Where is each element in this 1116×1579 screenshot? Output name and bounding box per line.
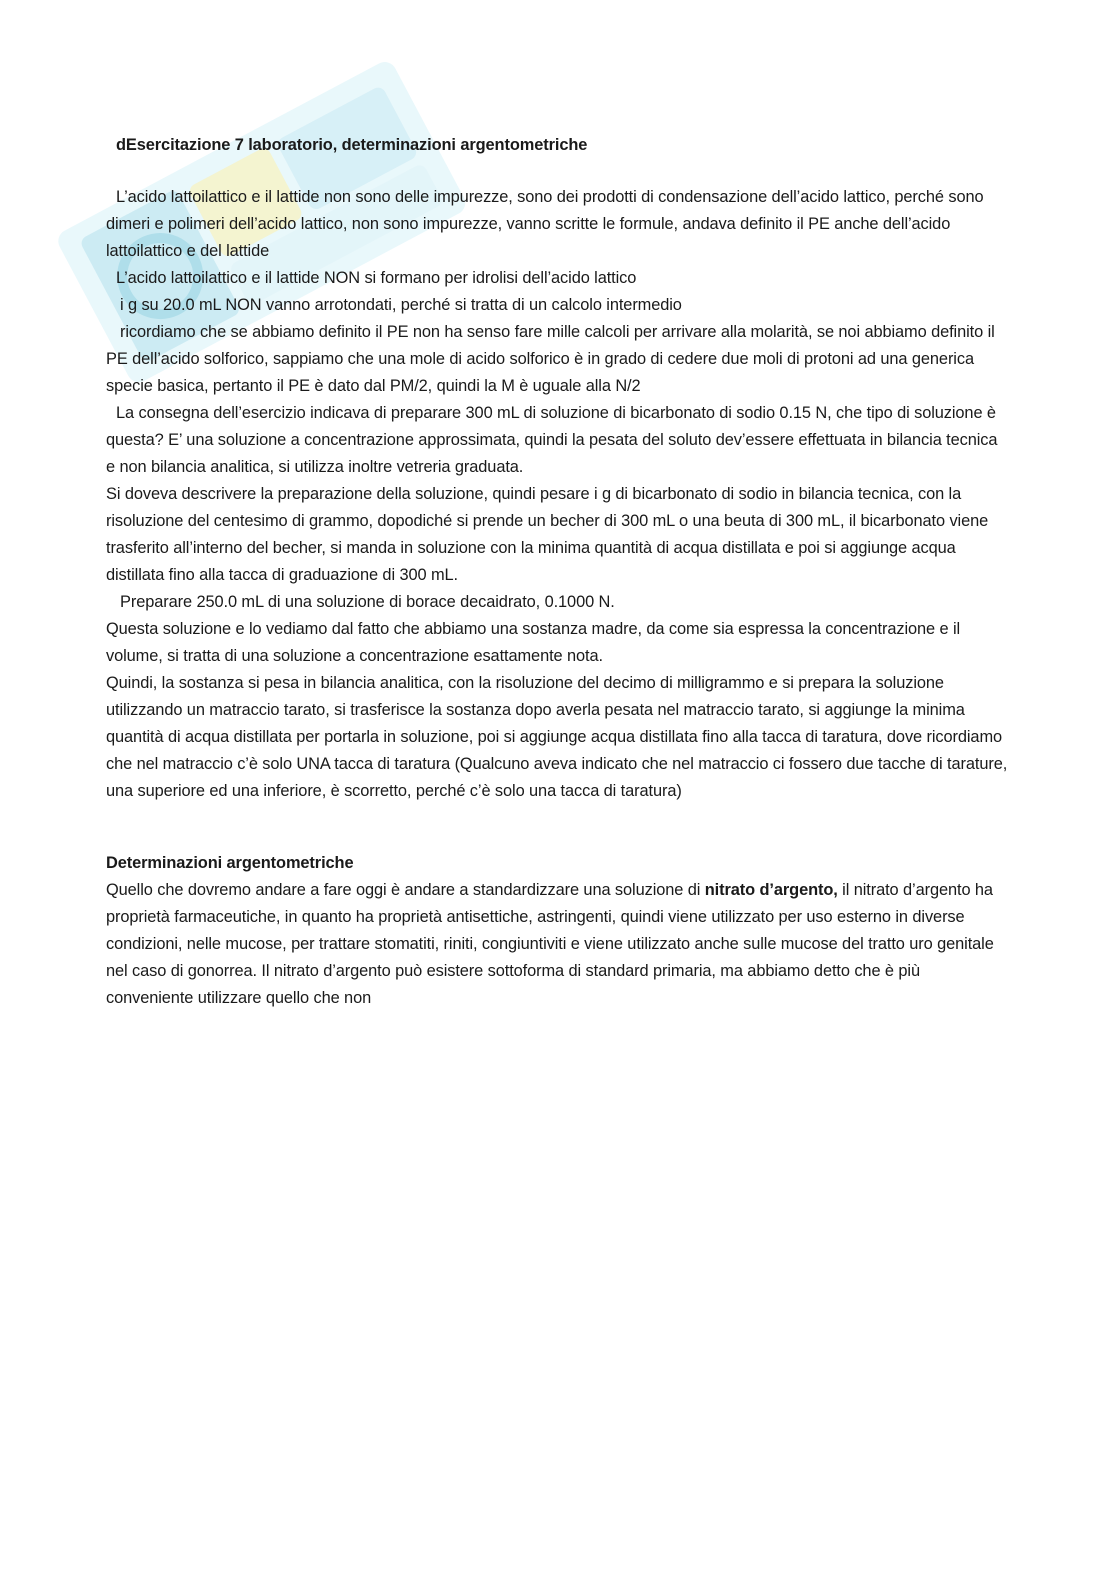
section-title: Determinazioni argentometriche [106, 854, 354, 872]
section-text-start: Quello che dovremo andare a fare oggi è andare a standardizzare una soluzione di [106, 881, 705, 899]
section-bold-term: nitrato d’argento, [704, 881, 838, 899]
document-title: dEsercitazione 7 laboratorio, determinazioni argentometriche [116, 136, 588, 154]
paragraph-7: Preparare 250.0 mL di una soluzione di borace decaidrato, 0.1000 N. [120, 593, 615, 611]
paragraph-6: Si doveva descrivere la preparazione della soluzione, quindi pesare i g di bicarbonato di sodio in bilancia tecnica, con la risoluzione del centesimo di grammo, dopodiché si prende un becher di 300 mL o una beuta di 300 mL, il bicarbonato viene trasferito all’interno del becher, si manda in soluzione con la minima quantità di acqua distillata e poi si aggiunge acqua distillata fino alla tacca di graduazione di 300 mL. [106, 485, 989, 584]
section-paragraph [106, 877, 1010, 1012]
paragraph-1: L’acido lattoilattico e il lattide non sono delle impurezze, sono dei prodotti di condensazione dell’acido lattico, perché sono dimeri e polimeri dell’acido lattico, non sono impurezze, vanno scritte le formule, andava definito il PE anche dell’acido lattoilattico e del lattide [106, 188, 984, 260]
paragraph-2: L’acido lattoilattico e il lattide NON si formano per idrolisi dell’acido lattico [116, 269, 637, 287]
paragraph-8: Questa soluzione e lo vediamo dal fatto che abbiamo una sostanza madre, da come sia espressa la concentrazione e il volume, si tratta di una soluzione a concentrazione esattamente nota. [106, 620, 961, 665]
paragraph-5: La consegna dell’esercizio indicava di preparare 300 mL di soluzione di bicarbonato di sodio 0.15 N, che tipo di soluzione è questa? E’ una soluzione a concentrazione approssimata, quindi la pesata del soluto dev’essere effettuata in bilancia tecnica e non bilancia analitica, si utilizza inoltre vetreria graduata. [106, 404, 998, 476]
paragraph-4: ricordiamo che se abbiamo definito il PE non ha senso fare mille calcoli per arrivare alla molarità, se noi abbiamo definito il PE dell’acido solforico, sappiamo che una mole di acido solforico è in grado di cedere due moli di protoni ad una generica specie basica, pertanto il PE è dato dal PM/2, quindi la M è uguale alla N/2 [106, 323, 995, 395]
paragraph-9: Quindi, la sostanza si pesa in bilancia analitica, con la risoluzione del decimo di milligrammo e si prepara la soluzione utilizzando un matraccio tarato, si trasferisce la sostanza dopo averla pesata nel matraccio tarato, si aggiunge la minima quantità di acqua distillata per portarla in soluzione, poi si aggiunge acqua distillata fino alla tacca di taratura, dove ricordiamo che nel matraccio c’è solo UNA tacca di taratura (Qualcuno aveva indicato che nel matraccio ci fossero due tacche di tarature, una superiore ed una inferiore, è scorretto, perché c’è solo una tacca di taratura) [106, 674, 1008, 800]
paragraph-3: i g su 20.0 mL NON vanno arrotondati, perché si tratta di un calcolo intermedio [120, 296, 682, 314]
section-text-end: il nitrato d’argento ha proprietà farmaceutiche, in quanto ha proprietà antisettiche, astringenti, quindi viene utilizzato per uso esterno in diverse condizioni, nelle mucose, per trattare stomatiti, riniti, congiuntiviti e viene utilizzato anche sulle mucose del tratto uro genitale nel caso di gonorrea. Il nitrato d’argento può esistere sottoforma di standard primaria, ma abbiamo detto che è più conveniente utilizzare quello che non [106, 881, 994, 1007]
document-page [106, 132, 1010, 1012]
